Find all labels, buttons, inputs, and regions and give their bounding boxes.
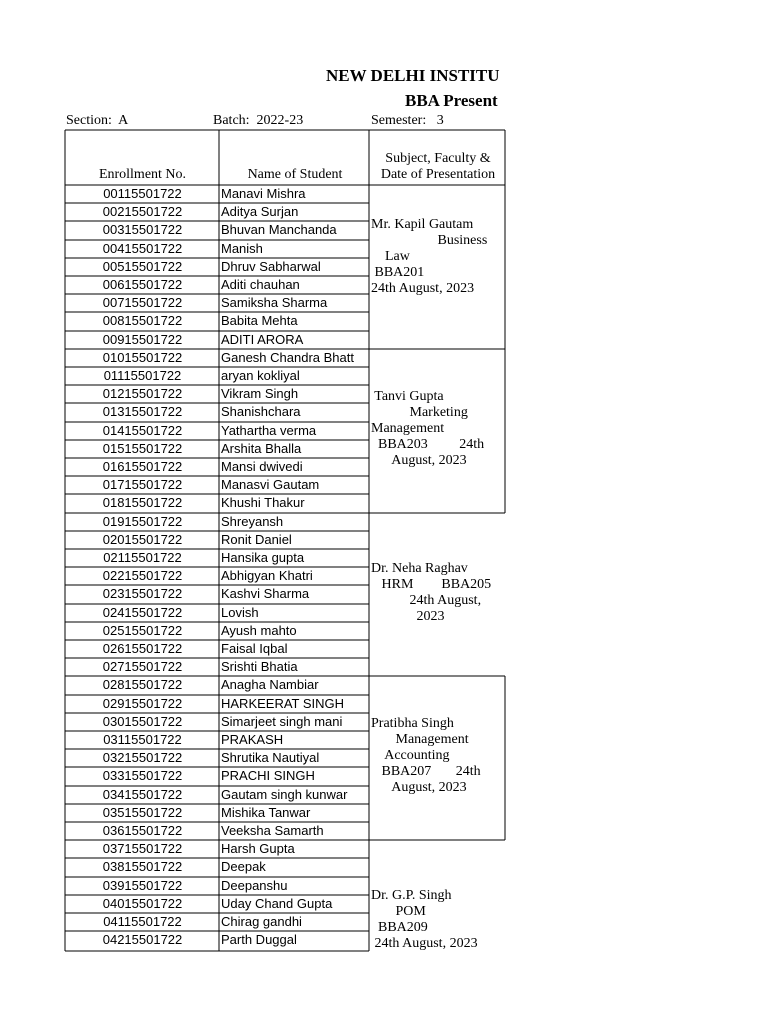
enrollment-cell: 02215501722 — [102, 568, 183, 584]
enrollment-cell: 01615501722 — [102, 459, 183, 474]
enrollment-cell: 00115501722 — [103, 186, 182, 201]
student-name-cell: Shanishchara — [221, 404, 301, 420]
page-title: NEW DELHI INSTITU — [326, 66, 500, 85]
enrollment-cell: 03215501722 — [102, 750, 183, 766]
enrollment-cell: 02115501722 — [103, 550, 182, 565]
enrollment-cell: 03415501722 — [102, 786, 183, 802]
enrollment-cell: 00215501722 — [102, 204, 183, 220]
student-name-cell: PRACHI SINGH — [221, 768, 315, 784]
enrollment-cell: 03815501722 — [102, 859, 183, 875]
enrollment-cell: 01915501722 — [102, 513, 183, 529]
student-name-cell: Shreyansh — [221, 513, 284, 529]
enrollment-cell: 01415501722 — [102, 422, 183, 438]
header-enrollment: Enrollment No. — [98, 167, 187, 182]
enrollment-cell: 03915501722 — [102, 877, 183, 893]
student-name-cell: Samiksha Sharma — [221, 295, 328, 311]
enrollment-cell: 04015501722 — [102, 895, 183, 911]
enrollment-cell: 01115501722 — [103, 368, 182, 383]
semester-label: Semester: 3 — [371, 113, 444, 128]
enrollment-cell: 04115501722 — [103, 914, 182, 929]
student-name-cell: Abhigyan Khatri — [221, 568, 313, 584]
enrollment-cell: 04215501722 — [102, 932, 183, 948]
student-name-cell: Ronit Daniel — [221, 531, 292, 547]
student-name-cell: Simarjeet singh mani — [221, 713, 343, 729]
student-name-cell: Gautam singh kunwar — [221, 786, 348, 802]
student-name-cell: Faisal Iqbal — [221, 641, 288, 656]
student-name-cell: Shrutika Nautiyal — [221, 750, 320, 766]
header-subject: Subject, Faculty & Date of Presentation — [380, 151, 496, 182]
enrollment-cell: 02815501722 — [102, 677, 183, 693]
student-name-cell: Lovish — [221, 604, 259, 620]
student-name-cell: Parth Duggal — [221, 932, 297, 948]
enrollment-cell: 02515501722 — [102, 622, 183, 638]
student-name-cell: Aditya Surjan — [221, 204, 299, 220]
enrollment-cell: 01715501722 — [102, 477, 183, 493]
student-name-cell: Kashvi Sharma — [221, 586, 310, 602]
subject-faculty-cell: Dr. Neha Raghav HRM BBA205 24th August, 2023 — [371, 560, 492, 624]
subject-faculty-cell: Mr. Kapil Gautam Business Law BBA201 24th August, 2023 — [371, 217, 488, 296]
student-name-cell: Vikram Singh — [221, 386, 299, 402]
enrollment-cell: 02615501722 — [102, 641, 183, 656]
student-name-cell: Mansi dwivedi — [221, 459, 303, 474]
student-name-cell: Babita Mehta — [221, 313, 298, 329]
student-name-cell: Mishika Tanwar — [221, 804, 311, 820]
student-name-cell: Deepak — [221, 859, 266, 875]
student-name-cell: PRAKASH — [221, 732, 284, 747]
student-name-cell: Srishti Bhatia — [221, 659, 298, 675]
section-label: Section: A — [66, 113, 129, 128]
student-name-cell: Manavi Mishra — [221, 186, 306, 201]
enrollment-cell: 03115501722 — [103, 732, 182, 747]
student-name-cell: Dhruv Sabharwal — [221, 258, 321, 274]
enrollment-cell: 01215501722 — [102, 386, 183, 402]
student-name-cell: Arshita Bhalla — [221, 440, 302, 456]
enrollment-cell: 02015501722 — [102, 531, 183, 547]
student-name-cell: Ganesh Chandra Bhatt — [221, 349, 354, 365]
enrollment-cell: 02315501722 — [102, 586, 183, 602]
enrollment-cell: 00515501722 — [102, 258, 183, 274]
student-name-cell: Anagha Nambiar — [221, 677, 319, 693]
enrollment-cell: 03015501722 — [102, 713, 183, 729]
student-name-cell: Chirag gandhi — [221, 914, 302, 929]
student-name-cell: ADITI ARORA — [221, 331, 304, 347]
enrollment-cell: 00715501722 — [102, 295, 183, 311]
enrollment-cell: 01515501722 — [102, 440, 183, 456]
subject-faculty-cell: Dr. G.P. Singh POM BBA209 24th August, 2023 — [371, 888, 478, 952]
enrollment-cell: 00815501722 — [102, 313, 183, 329]
page-subtitle: BBA Present — [405, 91, 498, 110]
student-name-cell: Uday Chand Gupta — [221, 895, 333, 911]
enrollment-cell: 00315501722 — [102, 222, 183, 238]
subject-faculty-cell: Tanvi Gupta Marketing Management BBA203 24th August, 2023 — [371, 388, 485, 468]
enrollment-cell: 00415501722 — [102, 240, 183, 256]
student-name-cell: Khushi Thakur — [221, 495, 305, 511]
header-name: Name of Student — [247, 167, 343, 182]
student-name-cell: Hansika gupta — [221, 550, 305, 565]
enrollment-cell: 02415501722 — [102, 604, 183, 620]
enrollment-cell: 02715501722 — [102, 659, 183, 675]
enrollment-cell: 03715501722 — [102, 841, 183, 857]
enrollment-cell: 03315501722 — [102, 768, 183, 784]
student-name-cell: Deepanshu — [221, 877, 288, 893]
student-name-cell: aryan kokliyal — [221, 368, 300, 383]
student-name-cell: Ayush mahto — [221, 622, 297, 638]
enrollment-cell: 01315501722 — [102, 404, 183, 420]
student-name-cell: Veeksha Samarth — [221, 823, 324, 838]
batch-label: Batch: 2022-23 — [213, 113, 304, 128]
enrollment-cell: 00915501722 — [102, 331, 183, 347]
student-name-cell: Aditi chauhan — [221, 277, 300, 292]
enrollment-cell: 03615501722 — [102, 823, 183, 838]
enrollment-cell: 03515501722 — [102, 804, 183, 820]
student-name-cell: Bhuvan Manchanda — [221, 222, 337, 238]
student-name-cell: Manish — [221, 240, 263, 256]
enrollment-cell: 01815501722 — [102, 495, 183, 511]
student-name-cell: Harsh Gupta — [221, 841, 295, 857]
enrollment-cell: 02915501722 — [102, 695, 183, 711]
student-name-cell: Yathartha verma — [221, 422, 317, 438]
enrollment-cell: 01015501722 — [102, 349, 183, 365]
enrollment-cell: 00615501722 — [102, 277, 183, 292]
subject-faculty-cell: Pratibha Singh Management Accounting BBA207 24th August, 2023 — [371, 716, 481, 796]
student-name-cell: HARKEERAT SINGH — [221, 695, 345, 711]
student-name-cell: Manasvi Gautam — [221, 477, 320, 493]
